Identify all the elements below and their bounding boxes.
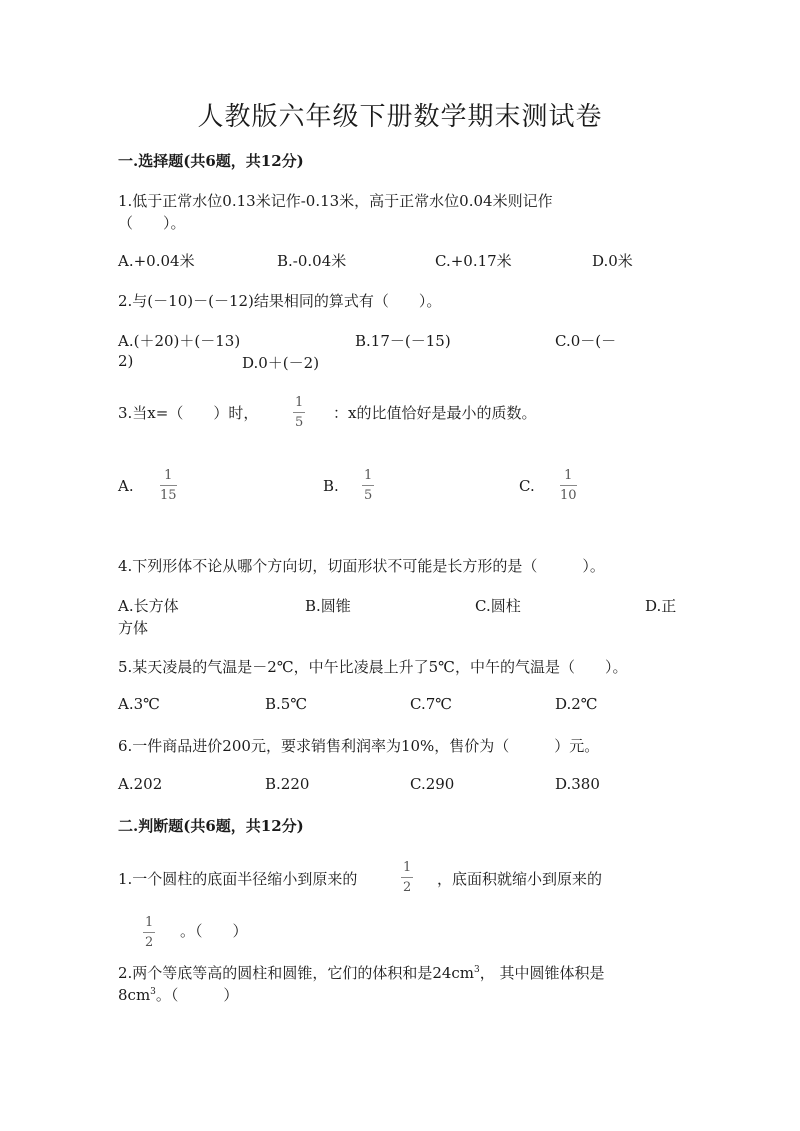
question-3-option-b-fraction [362,469,374,502]
question-6-option-d: D.380 [555,775,600,793]
question-3-option-a-fraction [160,469,177,502]
judgment-1-text-after: ，底面积就缩小到原来的 [437,870,603,888]
question-6-option-b: B.220 [265,775,310,793]
judgment-1-fraction-1 [401,861,413,894]
question-4-text: 4.下列形体不论从哪个方向切，切面形状不可能是长方形的是（ ）。 [118,557,605,575]
question-3-fraction [293,396,305,429]
question-5-option-d: D.2℃ [555,695,598,713]
question-3-option-c-fraction [560,469,577,502]
judgment-1-fraction-2 [143,916,155,949]
fraction-numerator: 1 [403,860,412,875]
question-3-option-c-label: C. [519,477,535,495]
question-3-option-b-label: B. [323,477,339,495]
question-1-option-c: C.+0.17米 [435,252,512,270]
question-2-option-c: C.0－(－ [555,332,617,350]
fraction-numerator: 1 [145,915,154,930]
fraction-denominator: 10 [560,488,577,503]
fraction-numerator: 1 [164,468,173,483]
judgment-2-text-c: 8cm [118,986,151,1004]
fraction-denominator: 5 [295,415,304,430]
question-1-option-d: D.0米 [592,252,633,270]
superscript-3: 3 [474,965,480,975]
question-2-option-c-cont: 2) [118,352,134,370]
question-6-option-a: A.202 [118,775,163,793]
question-5-text: 5.某天凌晨的气温是－2℃，中午比凌晨上升了5℃，中午的气温是（ ）。 [118,658,628,676]
question-2-option-d: D.0＋(－2) [242,354,320,372]
judgment-1-tail: 。（ ） [180,922,248,940]
fraction-numerator: 1 [564,468,573,483]
fraction-denominator: 15 [160,488,177,503]
question-2-option-a: A.(＋20)＋(－13) [118,332,241,350]
section-heading-choice: 一.选择题(共6题，共12分) [118,152,304,170]
judgment-1-text-before: 1.一个圆柱的底面半径缩小到原来的 [118,870,358,888]
question-6-text: 6.一件商品进价200元，要求销售利润率为10%，售价为（ ）元。 [118,737,600,755]
fraction-denominator: 5 [364,488,373,503]
question-4-option-a: A.长方体 [118,597,179,615]
question-4-option-c: C.圆柱 [475,597,521,615]
question-1-option-a: A.+0.04米 [118,252,195,270]
question-3-text-after: ：x的比值恰好是最小的质数。 [333,404,537,422]
fraction-numerator: 1 [364,468,373,483]
question-5-option-c: C.7℃ [410,695,453,713]
question-3-text-before: 3.当x=（ ）时， [118,404,259,422]
section-heading-judgment: 二.判断题(共6题，共12分) [118,817,304,835]
judgment-2-text-b: ， 其中圆锥体积是 [479,964,605,982]
question-2-text: 2.与(－10)－(－12)结果相同的算式有（ ）。 [118,292,442,310]
superscript-3: 3 [150,987,156,997]
fraction-denominator: 2 [145,935,154,950]
page-title: 人教版六年级下册数学期末测试卷 [197,102,603,132]
question-4-option-b: B.圆锥 [305,597,351,615]
fraction-numerator: 1 [295,395,304,410]
fraction-denominator: 2 [403,880,412,895]
question-1-text: 1.低于正常水位0.13米记作-0.13米，高于正常水位0.04米则记作 [118,192,553,210]
question-2-option-b: B.17－(－15) [355,332,451,350]
question-1-option-b: B.-0.04米 [277,252,347,270]
question-3-option-a-label: A. [118,477,134,495]
judgment-2-text-a: 2.两个等底等高的圆柱和圆锥，它们的体积和是24cm [118,964,475,982]
question-5-option-a: A.3℃ [118,695,160,713]
judgment-2-text [118,962,605,983]
judgment-2-text-d: 。（ ） [155,986,239,1004]
question-4-option-d: D.正 [645,597,677,615]
judgment-2-text-cont [118,984,238,1005]
question-6-option-c: C.290 [410,775,455,793]
question-1-text-cont: （ ）。 [118,214,186,232]
question-4-option-d-cont: 方体 [118,619,149,637]
question-5-option-b: B.5℃ [265,695,308,713]
